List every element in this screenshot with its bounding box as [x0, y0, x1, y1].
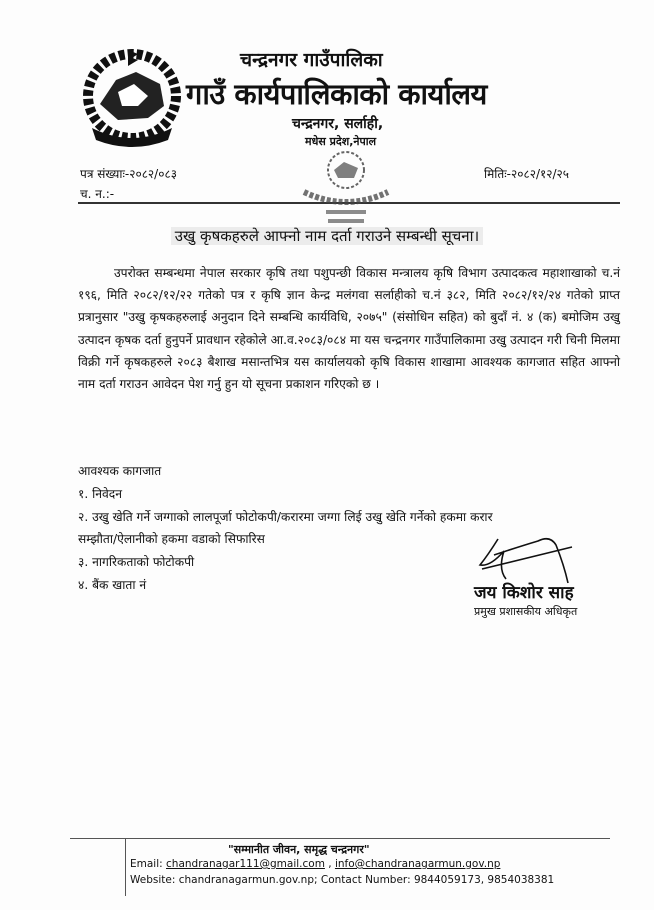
email-link-1[interactable]: chandranagar111@gmail.com — [166, 858, 325, 870]
dispatch-number: च. न.:- — [80, 187, 115, 201]
document-item: २. उखु खेति गर्ने जग्गाको लालपूर्जा फोटोकपी/करारमा जग्गा लिई उखु खेति गर्नेको हकमा करार — [78, 509, 493, 524]
letter-number: पत्र संख्याः-२०८२/०८३ — [80, 167, 177, 181]
signatory-name: जय किशोर साह — [474, 583, 574, 603]
letter-date: मितिः-२०८२/१२/२५ — [484, 167, 569, 181]
address-line-1: चन्द्रनगर, सर्लाही, — [292, 116, 384, 132]
email-separator: , — [324, 858, 335, 870]
footer-website-line: Website: chandranagarmun.gov.np; Contact Number: 9844059173, 9854038381 — [130, 874, 555, 886]
document-item: सम्झौता/ऐलानीको हकमा वडाको सिफारिस — [78, 532, 265, 547]
document-item: ४. बैंक खाता नं — [78, 577, 147, 592]
office-name: गाउँ कार्यपालिकाको कार्यालय — [186, 77, 487, 111]
footer-email-line — [130, 858, 500, 870]
footer-vertical-divider — [125, 838, 126, 896]
signature — [468, 535, 578, 585]
email-label: Email: — [130, 858, 167, 870]
email-link-2[interactable]: info@chandranagarmun.gov.np — [334, 858, 501, 870]
notice-subject — [0, 226, 654, 246]
document-item: १. निवेदन — [78, 486, 123, 501]
address-line-2: मधेस प्रदेश,नेपाल — [305, 135, 377, 148]
nepal-emblem-icon — [78, 44, 186, 148]
office-stamp — [296, 148, 396, 228]
footer-divider — [70, 838, 610, 839]
document-item: ३. नागरिकताको फोटोकपी — [78, 555, 195, 570]
notice-body — [78, 262, 620, 395]
footer-motto: "सम्मानीत जीवन, समृद्ध चन्द्रनगर" — [228, 843, 370, 856]
notice-paragraph: उपरोक्त सम्बन्धमा नेपाल सरकार कृषि तथा पशुपन्छी विकास मन्त्रालय कृषि विभाग उत्पादकत्व महाशाखाको च.नं १९६, मिति २०८२/१२/२२ गतेको पत्र र कृषि ज्ञान केन्द्र मलंगवा सर्लाहीको च.नं ३८२, मिति २०८२/१२/२४ गतेको प्राप्त प्रत्रानुसार "उखु कृषकहरुलाई अनुदान दिने सम्बन्धि कार्यविधि, २०७५" (संसोधिन सहित) को बुदाँ नं. ४ (क) बमोजिम उखु उत्पादन कृषक दर्ता हुनुपर्ने प्रावधान रहेकोले आ.व.२०८३/०८४ मा यस चन्द्रनगर गाउँपालिकामा उखु उत्पादन गरी चिनी मिलमा विक्री गर्ने कृषकहरुले २०८३ बैशाख मसान्तभित्र यस कार्यालयको कृषि विकास शाखामा आवश्यक कागजात सहित आफ्नो नाम दर्ता गराउन आवेदन पेश गर्नु हुन यो सूचना प्रकाशन गरिएको छ । — [78, 266, 620, 392]
documents-heading: आवश्यक कागजात — [78, 464, 162, 478]
municipality-name: चन्द्रनगर गाउँपालिका — [240, 49, 383, 71]
signatory-title: प्रमुख प्रशासकीय अधिकृत — [474, 605, 578, 618]
notice-subject-text: उखु कृषकहरुले आफ्नो नाम दर्ता गराउने सम्बन्धी सूचना। — [171, 227, 483, 245]
